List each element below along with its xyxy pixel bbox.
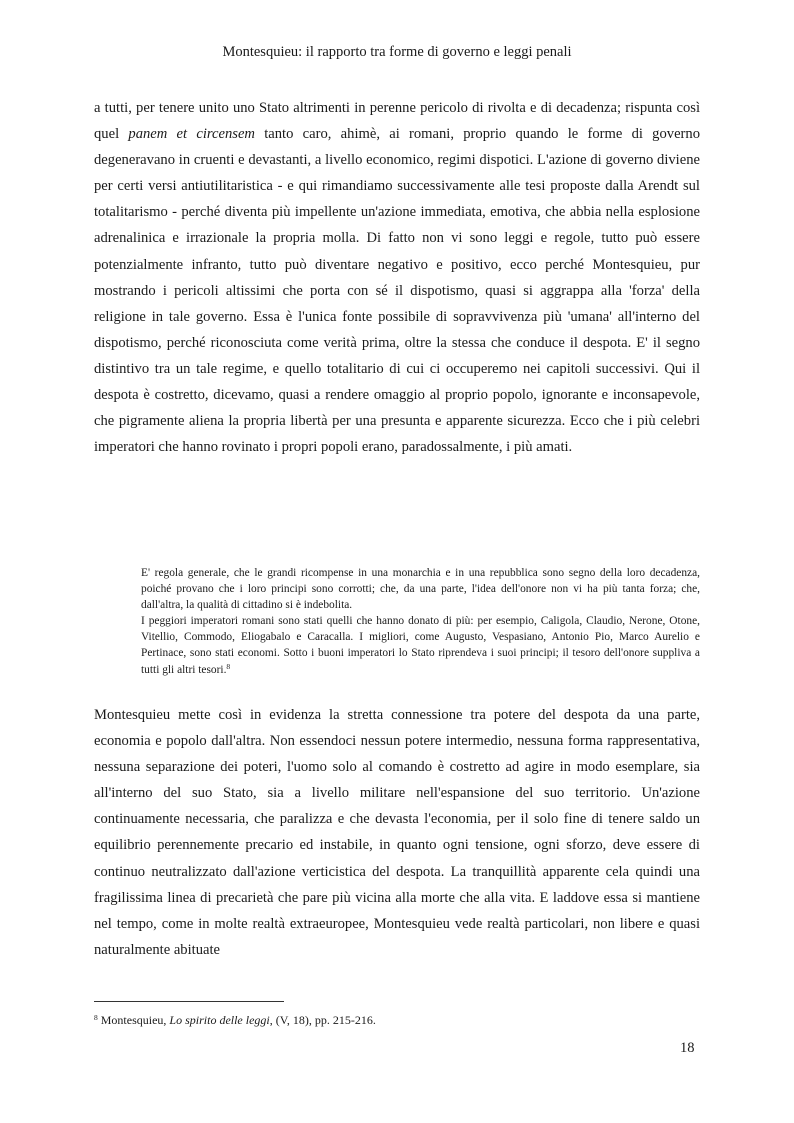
body-paragraph-2: Montesquieu mette così in evidenza la stretta connessione tra potere del despota da una parte, economia e popolo dall'altra. Non essendoci nessun potere intermedio, nessuna forma rappresentativa, nessuna separazione dei poteri, l'uomo solo al comando è costretto ad agire in modo esemplare, sia all'interno del suo Stato, sia a livello militare nell'espansione del suo territorio. Un'azione continuamente necessaria, che paralizza e che devasta l'economia, per il solo fine di tenere saldo un equilibrio perennemente precario ed instabile, in quanto ogni tensione, ogni sforzo, deve essere di continuo neutralizzato dall'azione verticistica del despota. La tranquillità apparente cela quindi una fragilissima linea di precarietà che pare più vicina alla morte che alla vita. E laddove essa si mantiene nel tempo, come in molte realtà extraeuropee, Montesquieu vede realtà particolari, non libere e quasi naturalmente abituate: [94, 707, 700, 958]
footnote-author: Montesquieu,: [100, 1013, 167, 1027]
footnote-reference[interactable]: 8: [226, 661, 231, 671]
latin-phrase: panem et circensem: [128, 126, 255, 143]
quote-text: I peggiori imperatori romani sono stati quelli che hanno donato di più: per esempio, Caligola, Claudio, Nerone, Otone, Vitellio, Commodo, Eliogabalo e Caracalla. I migliori, come Augusto, Vespasiano, Antonio Pio, Marco Aurelio e Pertinace, sono stati economi. Sotto i buoni imperatori lo Stato riprendeva i suoi principi; il tesoro dell'onore suppliva a tutti gli altri tesori.: [141, 615, 700, 676]
footnote: [94, 1013, 376, 1028]
footnote-separator: [94, 1001, 284, 1002]
running-header: Montesquieu: il rapporto tra forme di governo e leggi penali: [222, 44, 572, 60]
block-quote: [141, 565, 700, 678]
quote-paragraph-1: E' regola generale, che le grandi ricompense in una monarchia e in una repubblica sono segno della loro decadenza, poiché provano che i loro principi sono corrotti; che, da una parte, l'idea dell'onore non vi ha più tanta forza; che, dall'altra, la qualità di cittadino si è indebolita.: [141, 567, 700, 612]
body-paragraph-1: [94, 95, 700, 460]
quote-paragraph-2: [141, 613, 700, 677]
page-number: 18: [680, 1040, 695, 1056]
footnote-citation: , (V, 18), pp. 215-216.: [269, 1013, 376, 1027]
footnote-title: Lo spirito delle leggi: [169, 1013, 270, 1027]
paragraph-text: a tutti, per tenere unito uno Stato altrimenti in perenne pericolo di rivolta e di decadenza; rispunta così quel: [94, 100, 700, 143]
footnote-number: 8: [94, 1013, 98, 1022]
paragraph-text: tanto caro, ahimè, ai romani, proprio quando le forme di governo degeneravano in cruenti e devastanti, a livello economico, regimi dispotici. L'azione di governo diviene per certi versi antiutilitaristica - e qui rimandiamo successivamente alle tesi proposte dalla Arendt sul totalitarismo - perché diventa più impellente un'azione immediata, emotiva, che abbia nella esplosione adrenalinica e irrazionale la propria molla. Di fatto non vi sono leggi e regole, tutto può essere potenzialmente infranto, tutto può diventare negativo e positivo, ecco perché Montesquieu, pur mostrando i pericoli altissimi che porta con sé il dispotismo, quasi si aggrappa alla 'forza' della religione in tale governo. Essa è l'unica fonte possibile di sopravvivenza più 'umana' all'interno del dispotismo, perché riconosciuta come verità prima, oltre la stessa che conduce il despota. E' il segno distintivo tra un tale regime, e quello totalitario di cui ci occuperemo nei capitoli successivi. Qui il despota è costretto, dicevamo, quasi a rendere omaggio al proprio popolo, ignorante e inconsapevole, che pigramente aliena la propria libertà per una presunta e apparente sicurezza. Ecco che i più celebri imperatori che hanno rovinato i propri popoli erano, paradossalmente, i più amati.: [94, 126, 701, 456]
